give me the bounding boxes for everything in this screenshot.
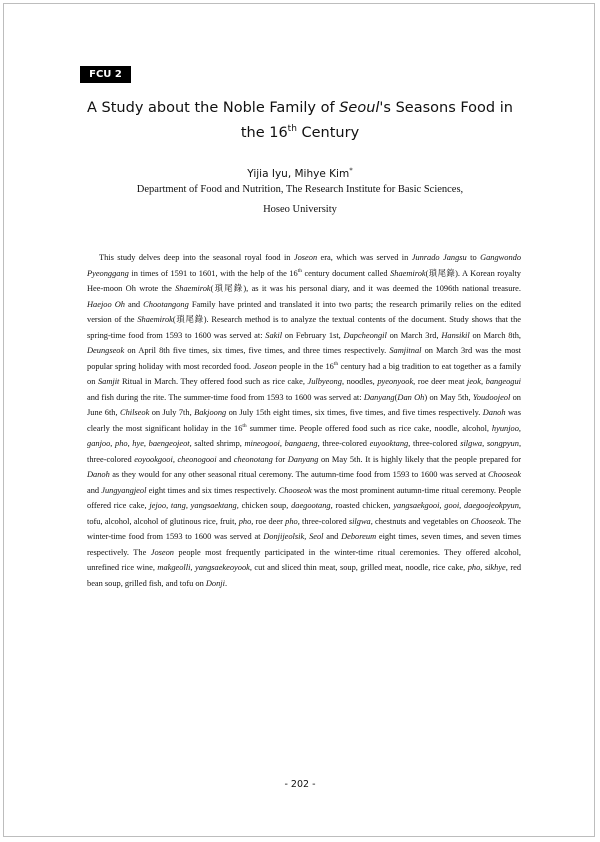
abstract-italic-term: bangeogui xyxy=(485,377,521,386)
abstract-text: , xyxy=(482,439,487,448)
abstract-italic-term: hyunjoo xyxy=(491,423,519,433)
abstract-italic-term: Youdoojeol xyxy=(472,392,511,402)
abstract-italic-term: Dapcheongil xyxy=(343,330,387,340)
abstract-text: , chestnuts and vegetables on xyxy=(370,516,471,526)
abstract-italic-term: yangsaektang xyxy=(190,501,237,510)
abstract-text: , three-colored xyxy=(297,516,349,526)
abstract-italic-term: Shaemirok xyxy=(175,284,211,293)
abstract-italic-term: ganjoo xyxy=(87,439,111,448)
abstract-text: and fish during the rite. The summer-time food from 1593 to 1600 was served at: xyxy=(87,392,364,402)
abstract-italic-term: makgeolli xyxy=(157,563,191,572)
abstract-text: , roe deer meat xyxy=(413,377,467,386)
abstract-text: Family have printed and translated it into two parts; the research primarily relies on the edited version of the xyxy=(87,299,521,324)
abstract-italic-term: Julbyeong xyxy=(307,377,342,386)
abstract-text: eight times, seven times, and seven times respectively. The xyxy=(87,532,522,557)
abstract-text: , xyxy=(480,377,486,386)
abstract-italic-term: Deungseok xyxy=(87,346,125,355)
title-part2: 's Seasons Food in xyxy=(379,100,513,116)
abstract-text: Ritual in March. They offered food such as rice cake, xyxy=(119,377,308,386)
abstract-italic-term: jeok xyxy=(467,377,481,386)
title-line2-pre: the 16 xyxy=(240,125,288,141)
abstract-italic-term: Joseon xyxy=(150,547,174,557)
abstract-italic-term: pho xyxy=(285,516,298,526)
session-badge: FCU 2 xyxy=(80,66,131,83)
abstract-text: was clearly the most significant holiday in the 16 xyxy=(87,408,522,433)
abstract-italic-term: Haejoo Oh xyxy=(87,299,125,309)
abstract-italic-term: Shaemirok xyxy=(390,268,426,278)
abstract-text: era, which was served in xyxy=(317,253,412,262)
abstract-text: on June 6th, xyxy=(87,392,521,417)
abstract-text: , xyxy=(172,454,178,464)
abstract-text: ) on May 5th, xyxy=(424,392,473,402)
abstract-text: on July 7th, xyxy=(149,408,195,417)
abstract-italic-term: sikhye xyxy=(484,563,506,572)
abstract-text: , xyxy=(185,501,191,510)
abstract-text: (瑣尾錄). A Korean royalty Hee-moon Oh wrote the xyxy=(87,268,521,293)
abstract-text: , xyxy=(166,501,171,510)
abstract-text: (瑣尾錄), as it was his personal diary, and it was deemed the 1096th national treasure. xyxy=(210,284,521,293)
abstract-italic-term: jejoo xyxy=(149,501,167,510)
abstract-text: , three-colored xyxy=(87,439,522,464)
affiliation xyxy=(60,180,540,220)
abstract-italic-term: Chilseok xyxy=(119,408,150,417)
abstract-text: , roe deer xyxy=(251,516,286,526)
page-number: - 202 - xyxy=(284,779,316,790)
abstract-italic-term: cheonotang xyxy=(233,454,273,464)
author-names: Yijia Iyu, Mihye Kim xyxy=(247,168,350,180)
abstract-italic-term: gooi xyxy=(444,501,460,510)
title-part1: A Study about the Noble Family of xyxy=(87,100,340,116)
abstract-text: on May 5th. It is highly likely that the people prepared for xyxy=(318,454,522,464)
abstract-italic-term: Danyang xyxy=(363,392,395,402)
abstract-italic-term: Chooseok xyxy=(278,485,312,495)
abstract-text: on July 15th eight times, six times, five times, and five times respectively. xyxy=(226,408,483,417)
abstract-text: on March 8th, xyxy=(469,330,522,340)
abstract-italic-term: Donji xyxy=(205,578,225,588)
paper-title xyxy=(60,96,540,146)
abstract-text: , salted shrimp, xyxy=(189,439,245,448)
abstract-italic-term: pho xyxy=(467,563,481,572)
abstract-italic-term: Chooseok xyxy=(487,470,521,479)
title-italic: Seoul xyxy=(339,100,380,116)
abstract-text: This study delves deep into the seasonal royal food in xyxy=(99,253,294,262)
abstract-italic-term: Danoh xyxy=(87,470,110,479)
abstract-italic-term: yangsaekgooi xyxy=(393,501,440,510)
abstract-text: and xyxy=(323,532,342,541)
title-line2-sup: th xyxy=(287,124,297,135)
abstract-text: on April 8th five times, six times, five times, and three times respectively. xyxy=(124,346,390,355)
abstract-body xyxy=(87,250,521,591)
abstract-text: on March 3rd was the most popular spring holiday with most recorded food. xyxy=(87,346,521,371)
abstract-text: . xyxy=(224,578,228,588)
abstract-text: , tofu, alcohol, alcohol of glutinous rice, fruit, xyxy=(87,501,521,526)
abstract-text: was the most prominent autumn-time ritual ceremony. People offered rice cake, xyxy=(87,485,521,510)
abstract-text: and xyxy=(216,454,234,464)
abstract-italic-term: Shaemirok xyxy=(137,315,173,324)
abstract-text: , xyxy=(439,501,445,510)
abstract-italic-term: silgwa xyxy=(460,439,483,448)
abstract-italic-term: cheonogooi xyxy=(177,454,217,464)
abstract-text: for xyxy=(272,454,288,464)
abstract-italic-term: pyeonyook xyxy=(377,377,414,386)
abstract-text: , xyxy=(480,563,485,572)
abstract-text: century had a big tradition to eat together as a family on xyxy=(87,361,522,386)
abstract-text: eight times and six times respectively. xyxy=(146,485,279,495)
abstract-text: century document called xyxy=(301,268,391,278)
abstract-text: , three-colored xyxy=(317,439,370,448)
abstract-italic-term: euyooktang xyxy=(369,439,409,448)
abstract-italic-term: Chooseok xyxy=(470,516,504,526)
abstract-italic-term: Jungyangjeol xyxy=(101,485,147,495)
abstract-italic-term: daegootang xyxy=(291,501,331,510)
abstract-italic-term: Bakjoong xyxy=(194,408,227,417)
abstract-italic-term: Junrado Jangsu xyxy=(411,253,467,262)
abstract-italic-term: Chootangong xyxy=(143,299,189,309)
title-line2-post: Century xyxy=(296,125,360,141)
abstract-italic-term: Deboreum xyxy=(341,532,377,541)
abstract-text: ( xyxy=(394,392,398,402)
abstract-text: as they would for any other seasonal ritual ceremony. The autumn-time food from 1593 to 1600 was served at xyxy=(109,470,488,479)
abstract-italic-term: pho xyxy=(238,516,252,526)
abstract-text: summer time. People offered food such as rice cake, noodle, alcohol, xyxy=(246,423,492,433)
abstract-italic-term: eoyookgooi xyxy=(134,454,173,464)
abstract-superscript: th xyxy=(242,422,247,429)
abstract-italic-term: baengeojeot xyxy=(148,439,190,448)
abstract-italic-term: yangsaekeoyook xyxy=(194,563,250,572)
corresponding-author-mark: * xyxy=(349,166,353,175)
abstract-italic-term: Donjijeolsik xyxy=(263,532,305,541)
abstract-text: people most frequently participated in the winter-time ritual ceremonies. They offered alcohol, unrefined rice wine, xyxy=(87,547,521,572)
affiliation-line-1: Department of Food and Nutrition, The Research Institute for Basic Sciences, xyxy=(136,184,464,195)
abstract-italic-term: bangaeng xyxy=(284,439,318,448)
abstract-italic-term: Joseon xyxy=(253,361,277,371)
abstract-italic-term: Seol xyxy=(309,532,324,541)
abstract-text: on March 3rd, xyxy=(386,330,442,340)
abstract-italic-term: silgwa xyxy=(348,516,371,526)
abstract-text: , cut and sliced thin meat, soup, grilled meat, noodle, rice cake, xyxy=(249,563,468,572)
abstract-italic-term: Hansikil xyxy=(441,330,470,340)
abstract-text: to xyxy=(466,253,481,262)
abstract-italic-term: hye xyxy=(132,439,144,448)
abstract-text: , chicken soup, xyxy=(236,501,292,510)
abstract-text: . The winter-time food from 1593 to 1600 was served at xyxy=(87,516,522,541)
abstract-text: , xyxy=(127,439,133,448)
abstract-text: in times of 1591 to 1601, with the help of the 16 xyxy=(128,268,298,278)
abstract-italic-term: Dan Oh xyxy=(397,392,425,402)
abstract-text: people in the 16 xyxy=(276,361,334,371)
abstract-superscript: th xyxy=(297,267,302,274)
abstract-text: , xyxy=(518,423,521,433)
abstract-italic-term: pho xyxy=(115,439,128,448)
abstract-italic-term: Joseon xyxy=(293,253,318,262)
abstract-text: , xyxy=(110,439,115,448)
abstract-italic-term: Danoh xyxy=(482,408,506,417)
abstract-italic-term: Sakil xyxy=(265,330,283,340)
abstract-italic-term: songpyun xyxy=(486,439,519,448)
abstract-italic-term: tang xyxy=(170,501,186,510)
abstract-italic-term: mineogooi xyxy=(244,439,280,448)
abstract-text: and xyxy=(124,299,144,309)
abstract-text: and xyxy=(87,485,102,495)
abstract-italic-term: daegoojeokpyun xyxy=(464,501,519,510)
abstract-italic-term: Gangwondo Pyeonggang xyxy=(87,253,522,278)
abstract-text: , noodles, xyxy=(341,377,378,386)
abstract-italic-term: Samjitnal xyxy=(389,346,422,355)
abstract-text: , xyxy=(143,439,149,448)
abstract-text: , xyxy=(304,532,310,541)
affiliation-line-2: Hoseo University xyxy=(263,204,337,215)
abstract-text: , xyxy=(459,501,465,510)
abstract-text: , roasted chicken, xyxy=(330,501,394,510)
abstract-text: , red bean soup, grilled fish, and tofu on xyxy=(87,563,522,588)
abstract-text: on February 1st, xyxy=(282,330,344,340)
abstract-superscript: th xyxy=(333,360,339,367)
abstract-text: (瑣尾錄). Research method is to analyze the textual contents of the document. Study shows that the spring-time food from 1593 to 1600 was served at: xyxy=(87,315,521,340)
abstract-italic-term: Danyang xyxy=(287,454,319,464)
abstract-text: , xyxy=(279,439,285,448)
abstract-text: , xyxy=(190,563,195,572)
abstract-italic-term: Samjit xyxy=(97,377,120,386)
author-list xyxy=(100,167,500,181)
abstract-text: , three-colored xyxy=(408,439,461,448)
